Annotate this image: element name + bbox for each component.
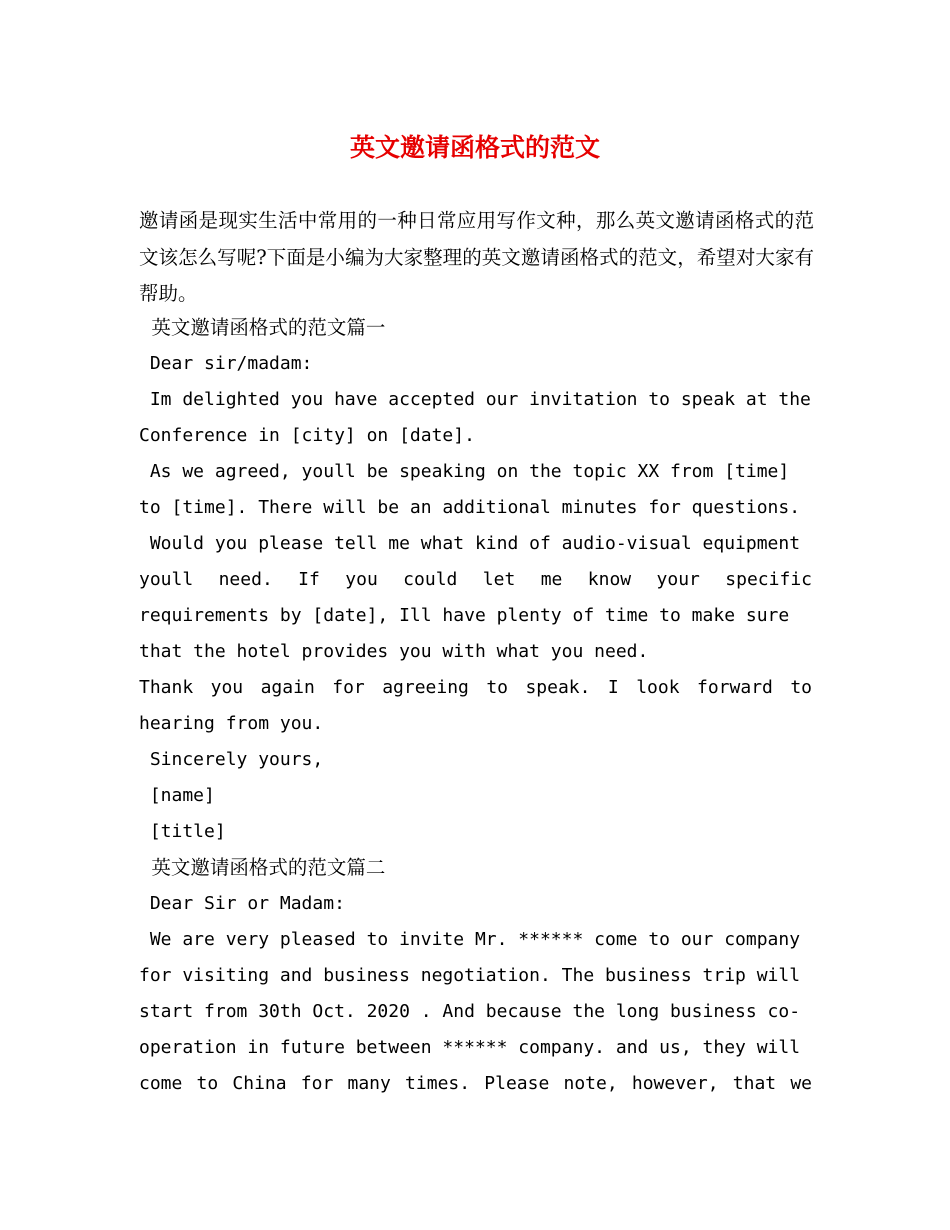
- text-line: start from 30th Oct. 2020 . And because the long business co-: [139, 1001, 801, 1022]
- text-line: for visiting and business negotiation. The business trip will: [139, 965, 801, 986]
- letter-body: [139, 310, 812, 1102]
- text-line: Sincerely yours,: [139, 749, 324, 770]
- text-line: Im delighted you have accepted our invitation to speak at the: [139, 389, 811, 410]
- text-line: As we agreed, youll be speaking on the topic XX from [time]: [139, 461, 790, 482]
- text-line: Dear sir/madam:: [139, 353, 313, 374]
- text-line: that the hotel provides you with what you need.: [139, 641, 649, 662]
- text-line: We are very pleased to invite Mr. ****** come to our company: [139, 929, 801, 950]
- text-line: Conference in [city] on [date].: [139, 425, 475, 446]
- document-title: 英文邀请函格式的范文: [349, 133, 600, 162]
- text-line: [title]: [139, 821, 226, 842]
- text-line: Dear Sir or Madam:: [139, 893, 345, 914]
- text-line: requirements by [date], Ill have plenty of time to make sure: [139, 605, 790, 626]
- text-line: [name]: [139, 785, 215, 806]
- text-line: Thank you again for agreeing to speak. I look forward to: [139, 677, 812, 698]
- intro-paragraph: 邀请函是现实生活中常用的一种日常应用写作文种，那么英文邀请函格式的范文该怎么写呢?下面是小编为大家整理的英文邀请函格式的范文，希望对大家有帮助。: [139, 209, 814, 305]
- text-line: operation in future between ****** company. and us, they will: [139, 1037, 801, 1058]
- text-line: to [time]. There will be an additional minutes for questions.: [139, 497, 801, 518]
- text-line: youll need. If you could let me know your specific: [139, 569, 812, 590]
- text-line: come to China for many times. Please note, however, that we: [139, 1073, 812, 1094]
- text-line: Would you please tell me what kind of audio-visual equipment: [139, 533, 801, 554]
- section-heading: 英文邀请函格式的范文篇二: [139, 856, 386, 879]
- text-line: hearing from you.: [139, 713, 324, 734]
- section-heading: 英文邀请函格式的范文篇一: [139, 316, 386, 339]
